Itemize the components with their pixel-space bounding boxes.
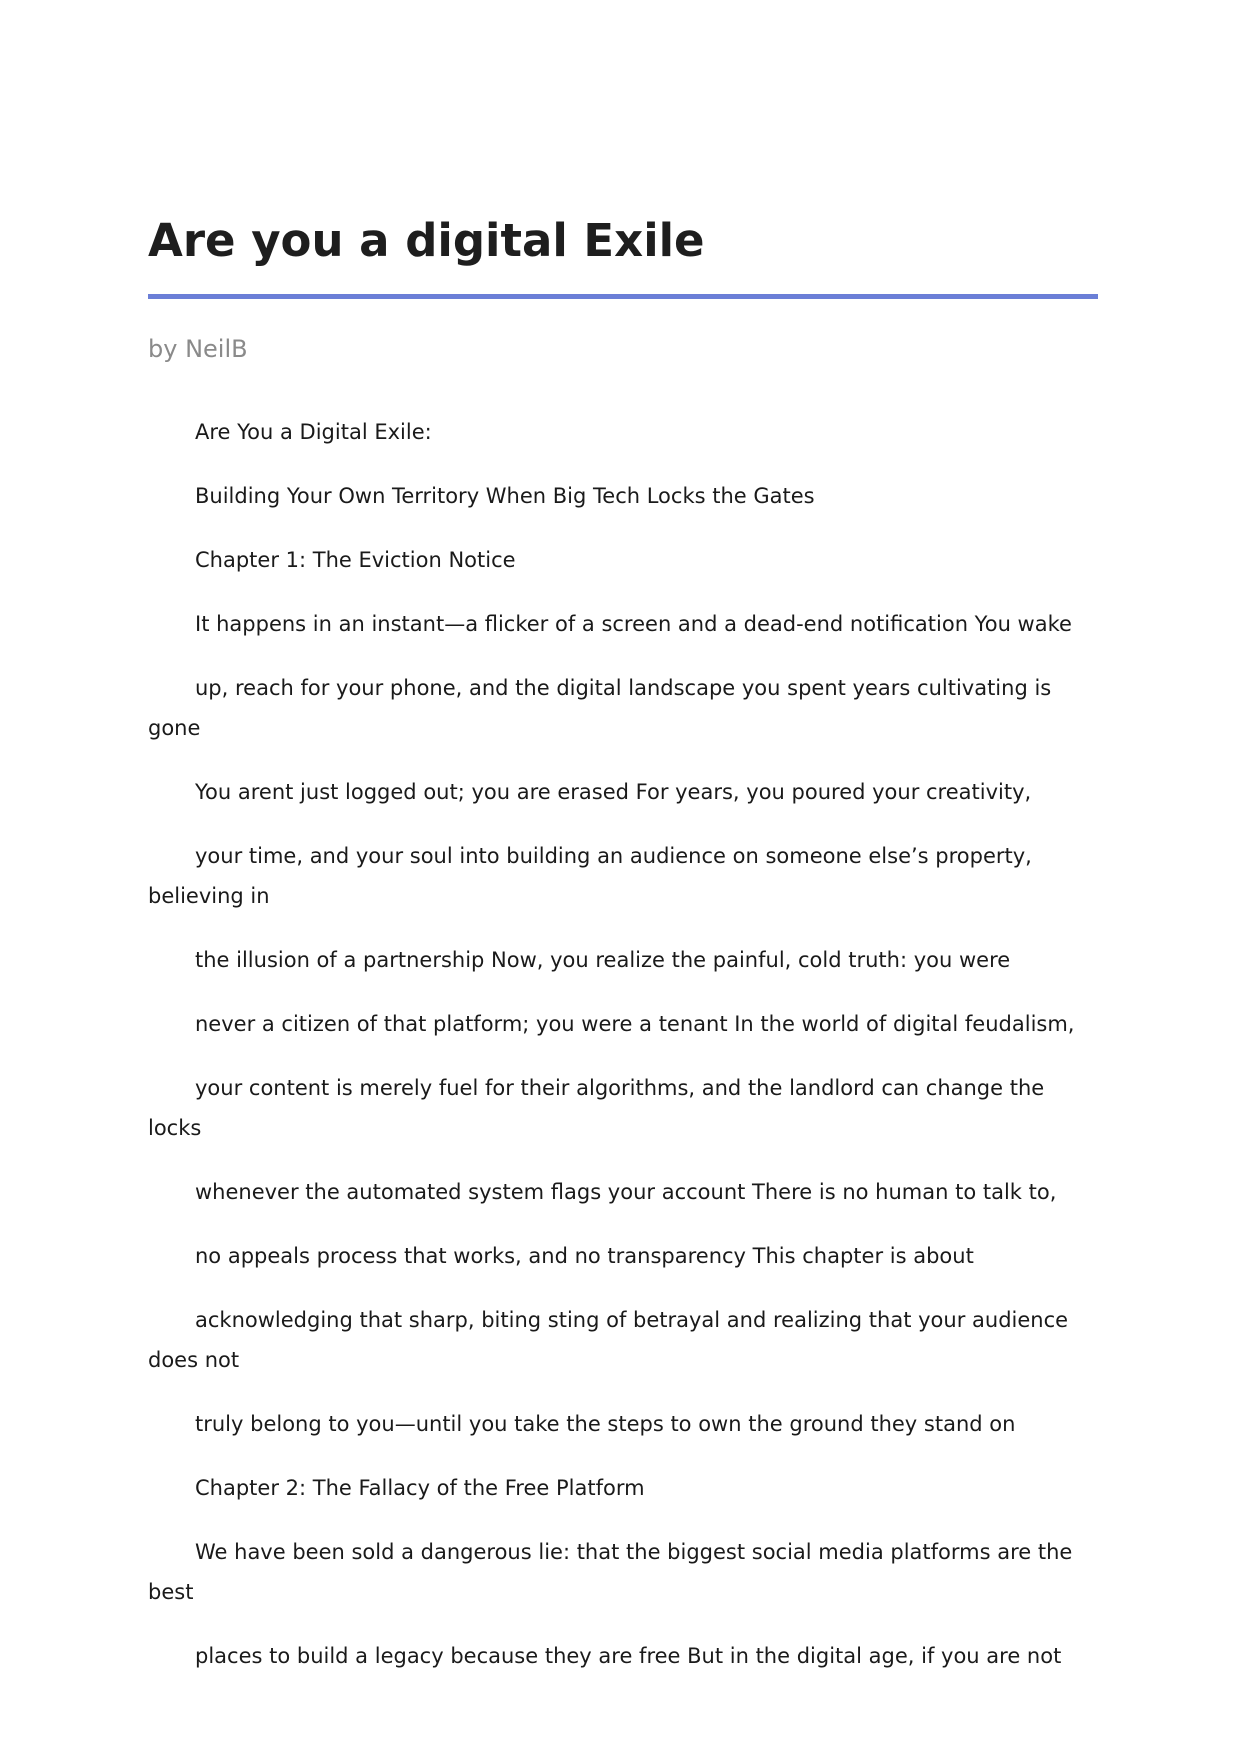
paragraph: up, reach for your phone, and the digital landscape you spent years cultivating is gone [148,676,1052,740]
paragraph: truly belong to you—until you take the steps to own the ground they stand on [195,1412,1016,1436]
paragraph: never a citizen of that platform; you were a tenant In the world of digital feudalism, [195,1012,1075,1036]
paragraph: We have been sold a dangerous lie: that the biggest social media platforms are the best [148,1540,1073,1604]
document-title: Are you a digital Exile [148,214,705,267]
document-body [148,412,1098,1700]
paragraph: the illusion of a partnership Now, you realize the painful, cold truth: you were [195,948,1011,972]
paragraph: Are You a Digital Exile: [195,420,432,444]
paragraph: whenever the automated system flags your account There is no human to talk to, [195,1180,1057,1204]
chapter-heading: Chapter 1: The Eviction Notice [195,548,516,572]
chapter-heading: Chapter 2: The Fallacy of the Free Platform [195,1476,645,1500]
paragraph: It happens in an instant—a flicker of a screen and a dead-end notification You wake [195,612,1072,636]
paragraph: places to build a legacy because they are free But in the digital age, if you are not [195,1644,1062,1668]
title-divider [148,294,1098,299]
paragraph: Building Your Own Territory When Big Tech Locks the Gates [195,484,815,508]
paragraph: your time, and your soul into building an audience on someone else’s property, believing in [148,844,1032,908]
paragraph: acknowledging that sharp, biting sting of betrayal and realizing that your audience does not [148,1308,1069,1372]
author-byline: by NeilB [148,335,248,363]
paragraph: no appeals process that works, and no transparency This chapter is about [195,1244,974,1268]
paragraph: You arent just logged out; you are erased For years, you poured your creativity, [195,780,1032,804]
paragraph: your content is merely fuel for their algorithms, and the landlord can change the locks [148,1076,1045,1140]
